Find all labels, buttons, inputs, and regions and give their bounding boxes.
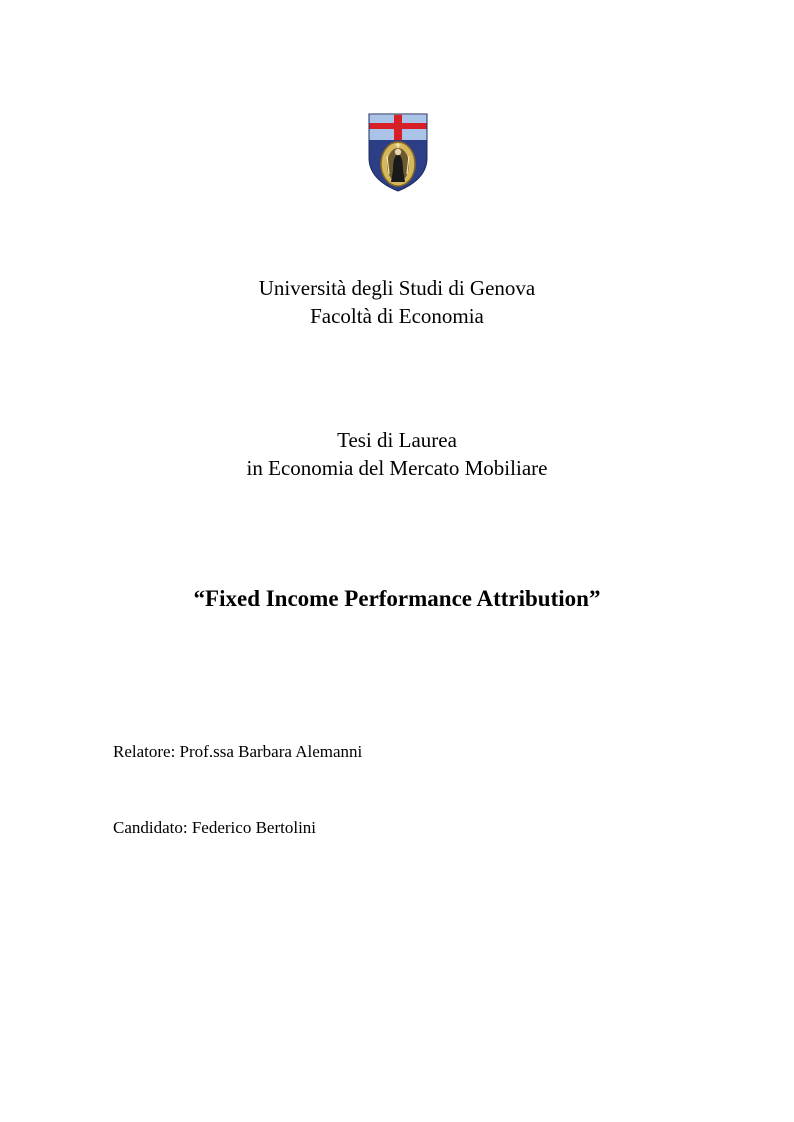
thesis-title: “Fixed Income Performance Attribution” [193, 586, 601, 611]
university-name: Università degli Studi di Genova [258, 276, 536, 300]
candidate-line: Candidato: Federico Bertolini [113, 818, 317, 837]
faculty-name: Facoltà di Economia [310, 304, 484, 328]
thesis-type: Tesi di Laurea [337, 428, 457, 452]
supervisor-line: Relatore: Prof.ssa Barbara Alemanni [113, 742, 363, 761]
university-of-genova-crest-icon [367, 112, 429, 192]
thesis-info [0, 426, 794, 482]
university-header [0, 274, 794, 330]
thesis-subject: in Economia del Mercato Mobiliare [246, 456, 548, 480]
